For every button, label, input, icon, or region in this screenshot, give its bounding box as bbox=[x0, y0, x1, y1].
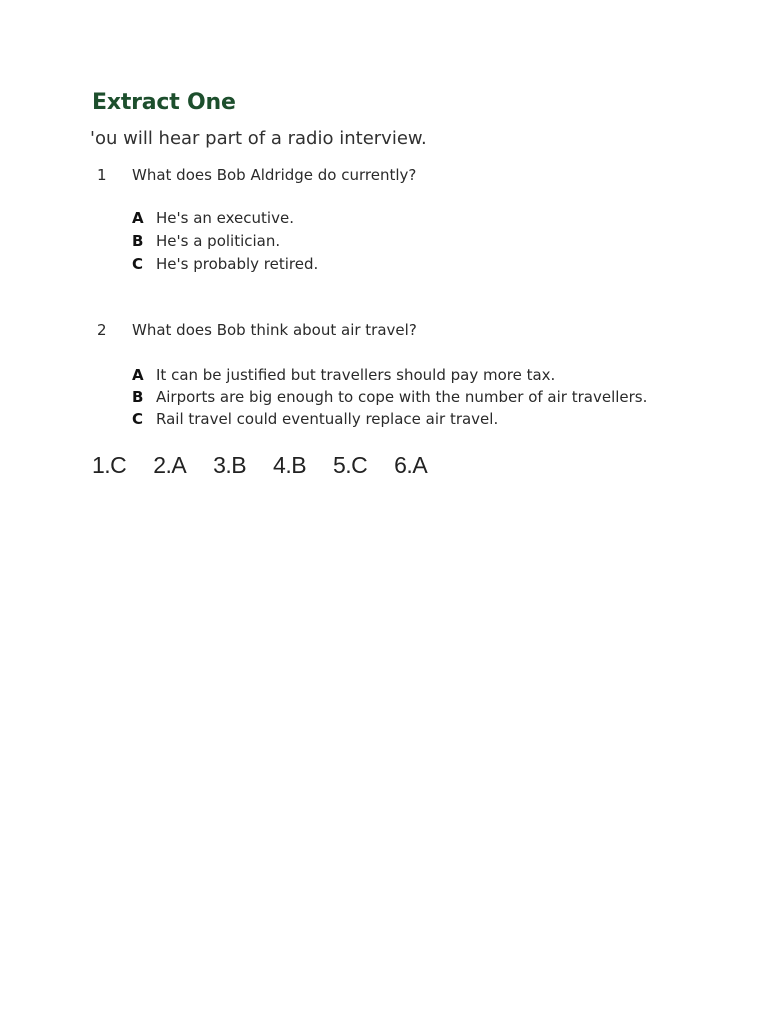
extract-title: Extract One bbox=[92, 90, 236, 115]
option-letter: A bbox=[132, 209, 144, 227]
option-1b bbox=[132, 232, 280, 250]
question-text: What does Bob think about air travel? bbox=[132, 321, 417, 339]
extract-intro: 'ou will hear part of a radio interview. bbox=[90, 128, 427, 149]
option-1a bbox=[132, 209, 294, 227]
option-1c bbox=[132, 255, 318, 273]
option-text: Airports are big enough to cope with the number of air travellers. bbox=[156, 388, 648, 406]
answer-item: 3.B bbox=[213, 452, 247, 478]
option-text: It can be justified but travellers should pay more tax. bbox=[156, 366, 556, 384]
option-text: He's an executive. bbox=[156, 209, 294, 227]
option-text: He's a politician. bbox=[156, 232, 281, 250]
option-letter: A bbox=[132, 366, 144, 384]
option-letter: C bbox=[132, 410, 144, 428]
answer-key bbox=[92, 452, 448, 479]
answer-item: 4.B bbox=[273, 452, 307, 478]
answer-item: 2.A bbox=[153, 452, 187, 478]
question-number: 1 bbox=[97, 166, 107, 184]
option-text: He's probably retired. bbox=[156, 255, 319, 273]
option-letter: B bbox=[132, 232, 144, 250]
option-2a bbox=[132, 366, 555, 384]
option-2c bbox=[132, 410, 498, 428]
answer-item: 5.C bbox=[332, 452, 368, 478]
option-2b bbox=[132, 388, 647, 406]
question-number: 2 bbox=[97, 321, 107, 339]
option-text: Rail travel could eventually replace air travel. bbox=[156, 410, 499, 428]
question-text: What does Bob Aldridge do currently? bbox=[132, 166, 417, 184]
answer-item: 1.C bbox=[92, 452, 127, 478]
answer-item: 6.A bbox=[394, 452, 428, 478]
option-letter: B bbox=[132, 388, 144, 406]
option-letter: C bbox=[132, 255, 144, 273]
